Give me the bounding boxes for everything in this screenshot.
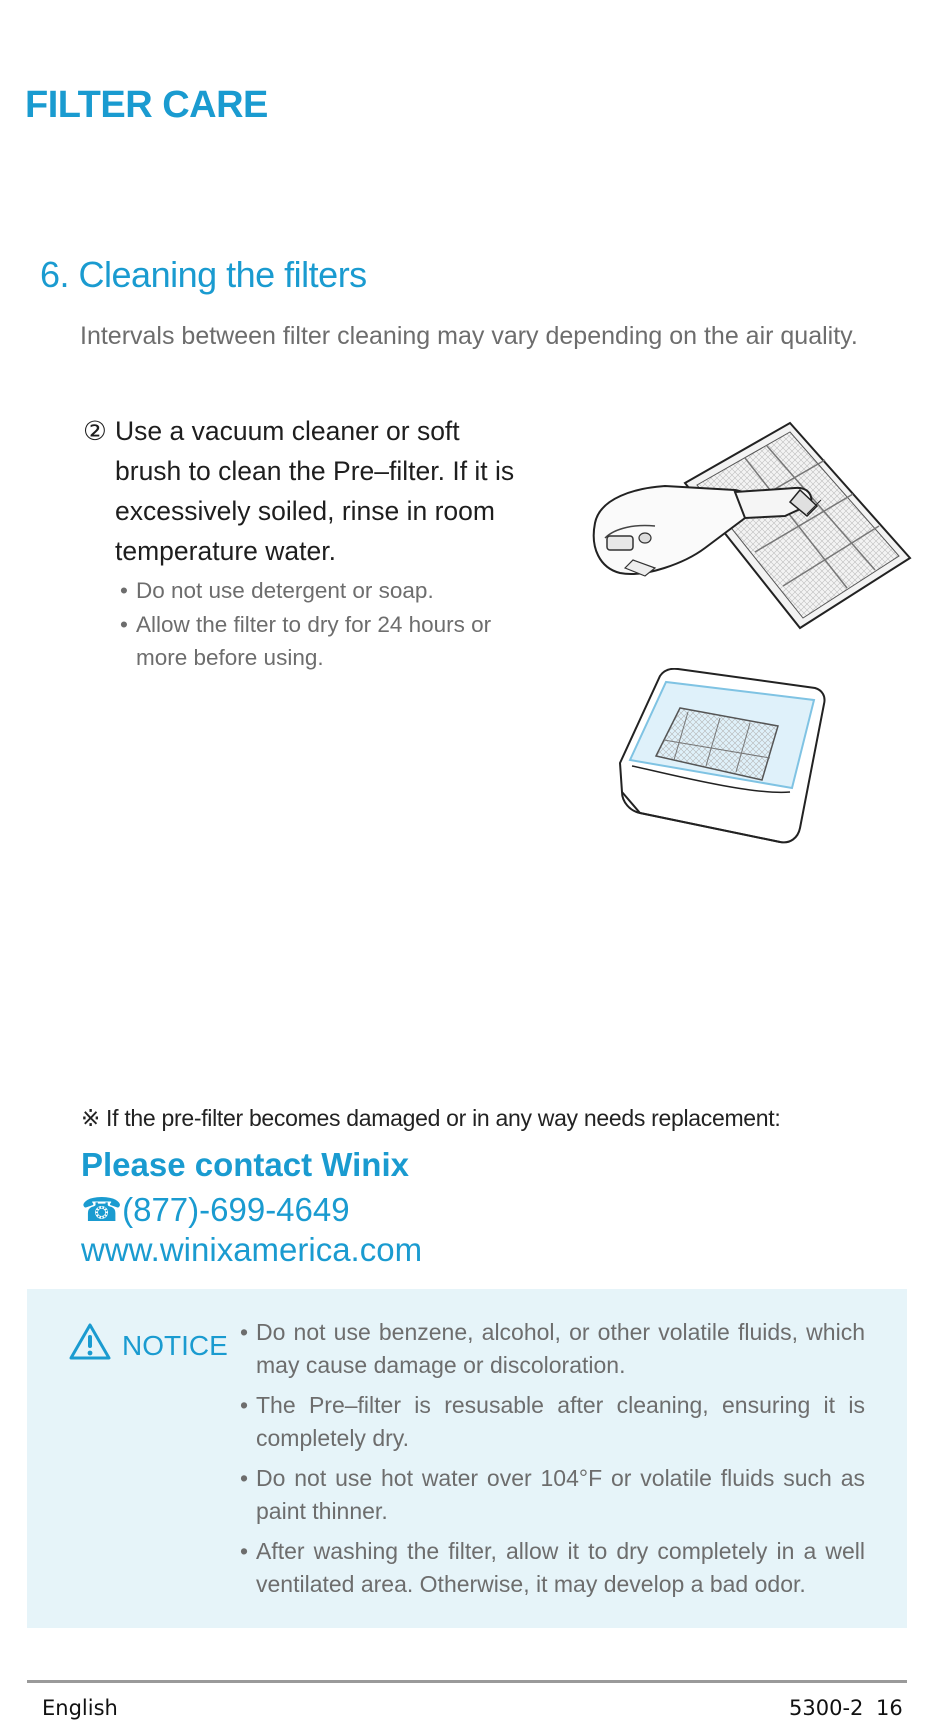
notice-label bbox=[68, 1322, 228, 1369]
notice-item: • Do not use benzene, alcohol, or other volatile fluids, which may cause damage or discoloration. bbox=[240, 1316, 865, 1382]
phone-text: (877)-699-4649 bbox=[122, 1191, 350, 1228]
page-number: 16 bbox=[876, 1696, 903, 1720]
step-instruction bbox=[83, 411, 523, 571]
notice-list bbox=[240, 1316, 865, 1608]
section-title: FILTER CARE bbox=[25, 84, 268, 126]
footer-model: 5300-2 bbox=[789, 1696, 864, 1720]
filter-basin-illustration bbox=[600, 668, 830, 863]
telephone-icon: ☎ bbox=[81, 1191, 123, 1228]
footer-divider bbox=[27, 1680, 907, 1683]
replacement-note: ※ If the pre-filter becomes damaged or in any way needs replacement: bbox=[81, 1105, 781, 1131]
notice-item: • After washing the filter, allow it to dry completely in a well ventilated area. Otherwise, it may develop a bad odor. bbox=[240, 1535, 865, 1601]
step-bullet: • Do not use detergent or soap. bbox=[120, 574, 540, 608]
notice-text: NOTICE bbox=[122, 1329, 228, 1361]
cleaning-heading: 6. Cleaning the filters bbox=[40, 254, 367, 295]
step-number: ② bbox=[83, 416, 107, 446]
vacuum-filter-illustration bbox=[585, 418, 915, 648]
intro-text: Intervals between filter cleaning may vary depending on the air quality. bbox=[80, 322, 858, 350]
step-text: Use a vacuum cleaner or soft brush to clean the Pre–filter. If it is excessively soiled, rinse in room temperature water. bbox=[115, 416, 515, 566]
phone-number[interactable] bbox=[81, 1190, 350, 1229]
step-bullet: • Allow the filter to dry for 24 hours or more before using. bbox=[120, 608, 540, 675]
footer-language: English bbox=[42, 1696, 118, 1720]
notice-item: • Do not use hot water over 104°F or volatile fluids such as paint thinner. bbox=[240, 1462, 865, 1528]
website-link[interactable]: www.winixamerica.com bbox=[81, 1231, 423, 1268]
notice-item: • The Pre–filter is resusable after cleaning, ensuring it is completely dry. bbox=[240, 1389, 865, 1455]
step-bullets bbox=[120, 574, 540, 675]
contact-heading: Please contact Winix bbox=[81, 1146, 409, 1183]
warning-icon bbox=[68, 1322, 112, 1369]
